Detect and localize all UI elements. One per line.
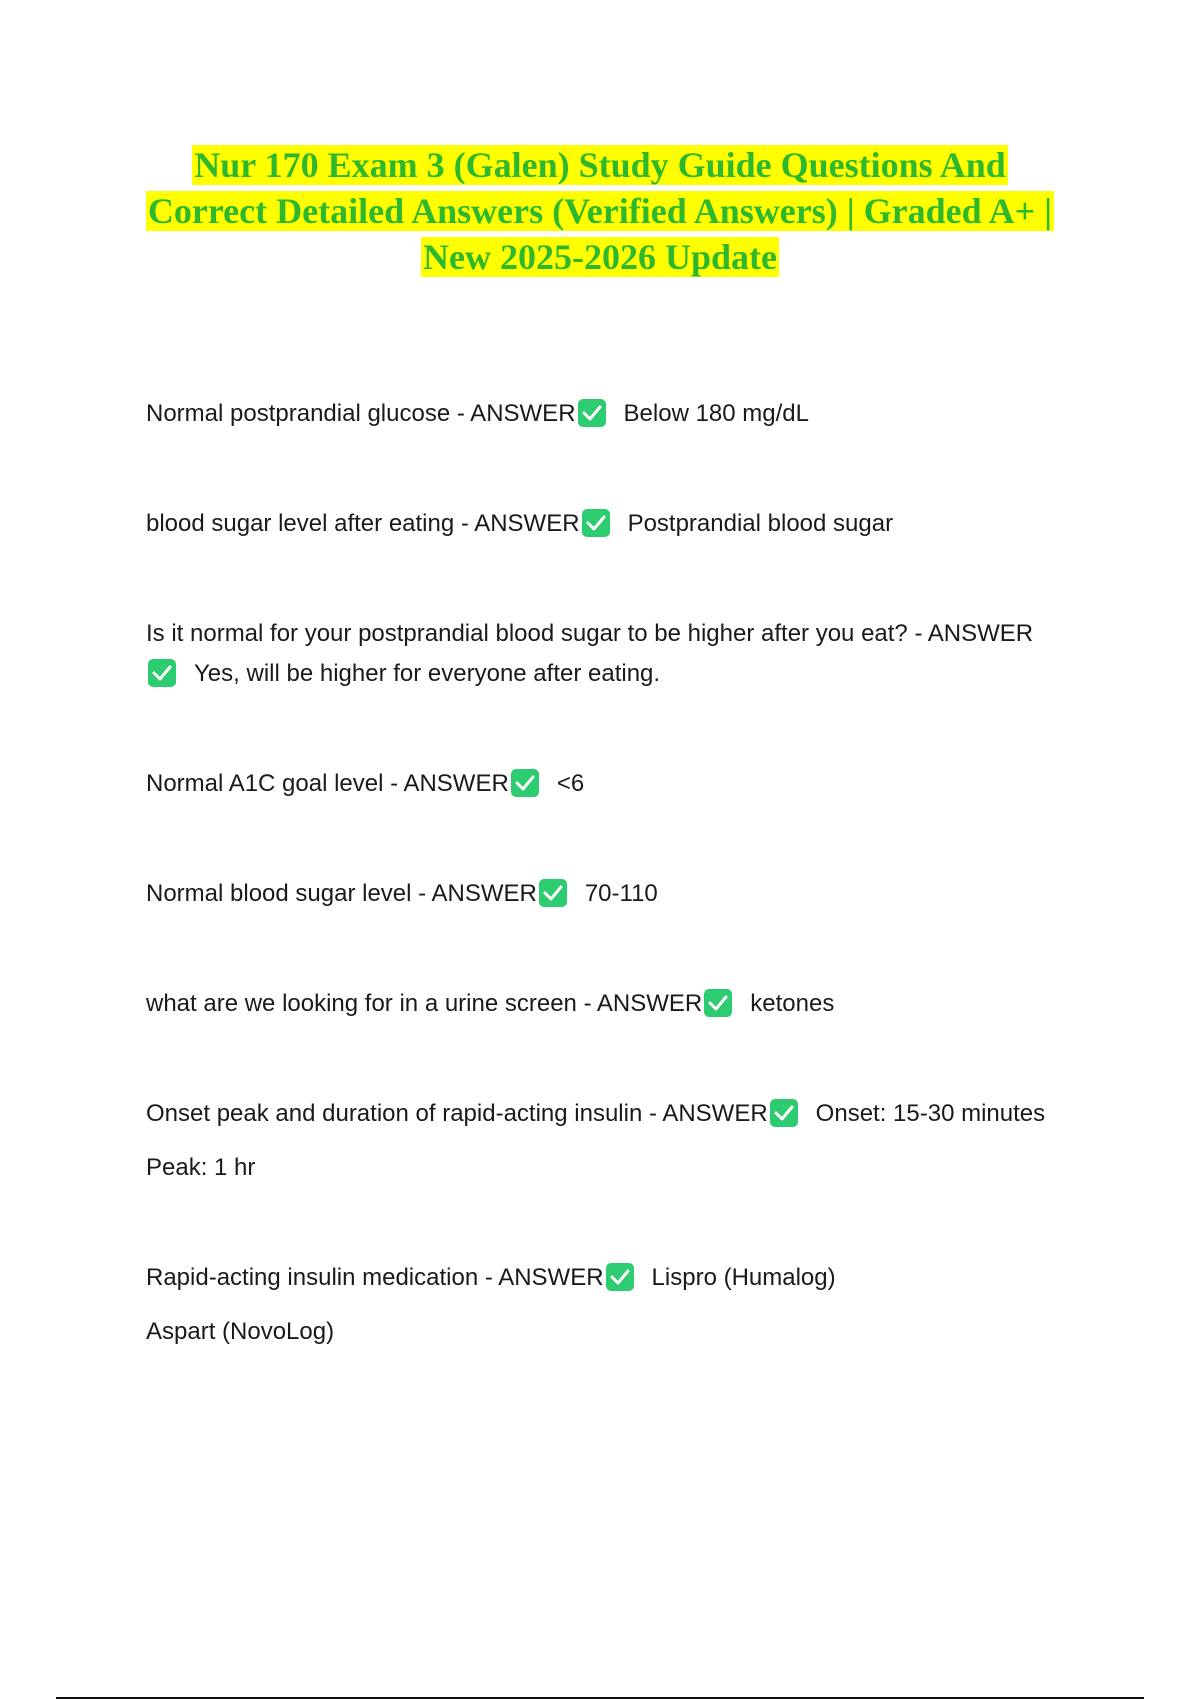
check-mark-button-icon [582,509,610,537]
check-mark-button-icon [148,659,176,687]
answer-text: <6 [556,770,585,797]
answer-marker: - ANSWER [583,990,703,1017]
title-line: Correct Detailed Answers (Verified Answers) | Graded A+ | [147,191,1053,231]
answer-marker: - ANSWER [914,620,1034,647]
question-text: Normal A1C goal level [146,770,384,797]
question-text: Rapid-acting insulin medication [146,1264,479,1291]
qa-item [146,394,1066,434]
question-text: Normal postprandial glucose [146,400,451,427]
answer-text: Onset: 15-30 minutes [815,1100,1046,1127]
check-mark-button-icon [770,1099,798,1127]
document-title [120,142,1080,280]
answer-text: Below 180 mg/dL [623,400,809,427]
answer-text: Postprandial blood sugar [627,510,894,537]
qa-item [146,764,1066,804]
page-divider [56,1697,1144,1699]
question-text: Normal blood sugar level [146,880,412,907]
question-text: blood sugar level after eating [146,510,455,537]
qa-list [146,394,1066,1422]
check-mark-button-icon [511,769,539,797]
title-line: New 2025-2026 Update [423,237,777,277]
answer-marker: - ANSWER [648,1100,768,1127]
answer-text: Lispro (Humalog) [651,1264,836,1291]
answer-extra-line: Aspart (NovoLog) [146,1318,335,1345]
question-text: what are we looking for in a urine screen [146,990,577,1017]
answer-text: Yes, will be higher for everyone after eating. [194,660,661,687]
answer-extra-line: Peak: 1 hr [146,1154,256,1181]
qa-item [146,1258,1066,1352]
answer-marker: - ANSWER [456,400,576,427]
question-text: Onset peak and duration of rapid-acting insulin [146,1100,643,1127]
check-mark-button-icon [704,989,732,1017]
qa-item [146,504,1066,544]
title-line: Nur 170 Exam 3 (Galen) Study Guide Questions And [194,145,1006,185]
question-text: Is it normal for your postprandial blood sugar to be higher after you eat? [146,620,908,647]
check-mark-button-icon [578,399,606,427]
answer-marker: - ANSWER [460,510,580,537]
answer-marker: - ANSWER [390,770,509,797]
answer-marker: - ANSWER [418,880,537,907]
qa-item [146,874,1066,914]
answer-marker: - ANSWER [484,1264,604,1291]
qa-item [146,1094,1066,1188]
answer-text: 70-110 [584,880,658,907]
answer-text: ketones [750,990,835,1017]
check-mark-button-icon [539,879,567,907]
check-mark-button-icon [606,1263,634,1291]
qa-item [146,984,1066,1024]
qa-item [146,614,1066,694]
